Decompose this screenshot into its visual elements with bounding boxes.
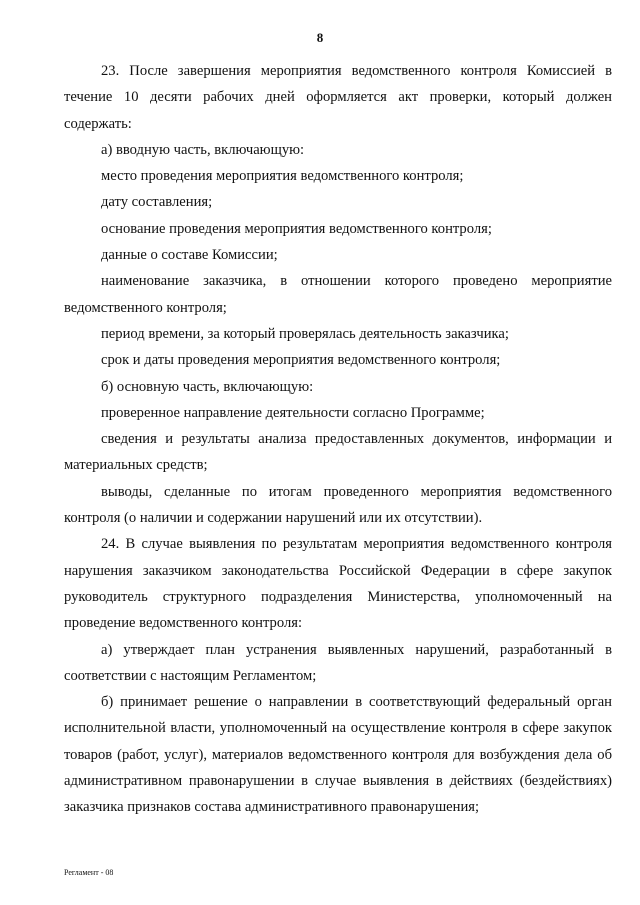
paragraph-period: период времени, за который проверялась деятельность заказчика; [101, 325, 509, 342]
paragraph-main-part: б) основную часть, включающую: [101, 378, 314, 395]
paragraph-place: место проведения мероприятия ведомственного контроля; [101, 168, 464, 185]
paragraph-direction: проверенное направление деятельности согласно Программе; [101, 404, 485, 421]
page-number: 8 [316, 30, 324, 45]
paragraph-customer-name: наименование заказчика, в отношении которого проведено мероприятие ведомственного контроля; [64, 273, 612, 316]
document-body [64, 58, 612, 821]
paragraph-commission: данные о составе Комиссии; [101, 247, 278, 264]
paragraph-intro-part: а) вводную часть, включающую: [101, 141, 305, 158]
paragraph-24-intro: 24. В случае выявления по результатам мероприятия ведомственного контроля нарушения заказчиком законодательства Российской Федерации в сфере закупок руководитель структурного подразделения Министерства, уполномоченный на проведение ведомственного контроля: [64, 536, 612, 632]
paragraph-analysis: сведения и результаты анализа предоставленных документов, информации и материальных средств; [64, 431, 612, 474]
paragraph-basis: основание проведения мероприятия ведомственного контроля; [101, 220, 492, 237]
paragraph-23-intro: 23. После завершения мероприятия ведомственного контроля Комиссией в течение 10 десяти рабочих дней оформляется акт проверки, который должен содержать: [64, 63, 612, 132]
paragraph-conclusions: выводы, сделанные по итогам проведенного мероприятия ведомственного контроля (о наличии и содержании нарушений или их отсутствии). [64, 483, 612, 527]
paragraph-24-b: б) принимает решение о направлении в соответствующий федеральный орган исполнительной власти, уполномоченный на осуществление контроля в сфере закупок товаров (работ, услуг), материалов ведомственного контроля для возбуждения дела об административном правонарушении в случае выявления в действиях (бездействиях) заказчика признаков состава административного правонарушения; [64, 694, 612, 816]
paragraph-date: дату составления; [101, 194, 213, 211]
paragraph-term: срок и даты проведения мероприятия ведомственного контроля; [101, 352, 501, 369]
footer-label: Регламент - 08 [64, 868, 114, 877]
paragraph-24-a: а) утверждает план устранения выявленных нарушений, разработанный в соответствии с настоящим Регламентом; [64, 641, 612, 684]
